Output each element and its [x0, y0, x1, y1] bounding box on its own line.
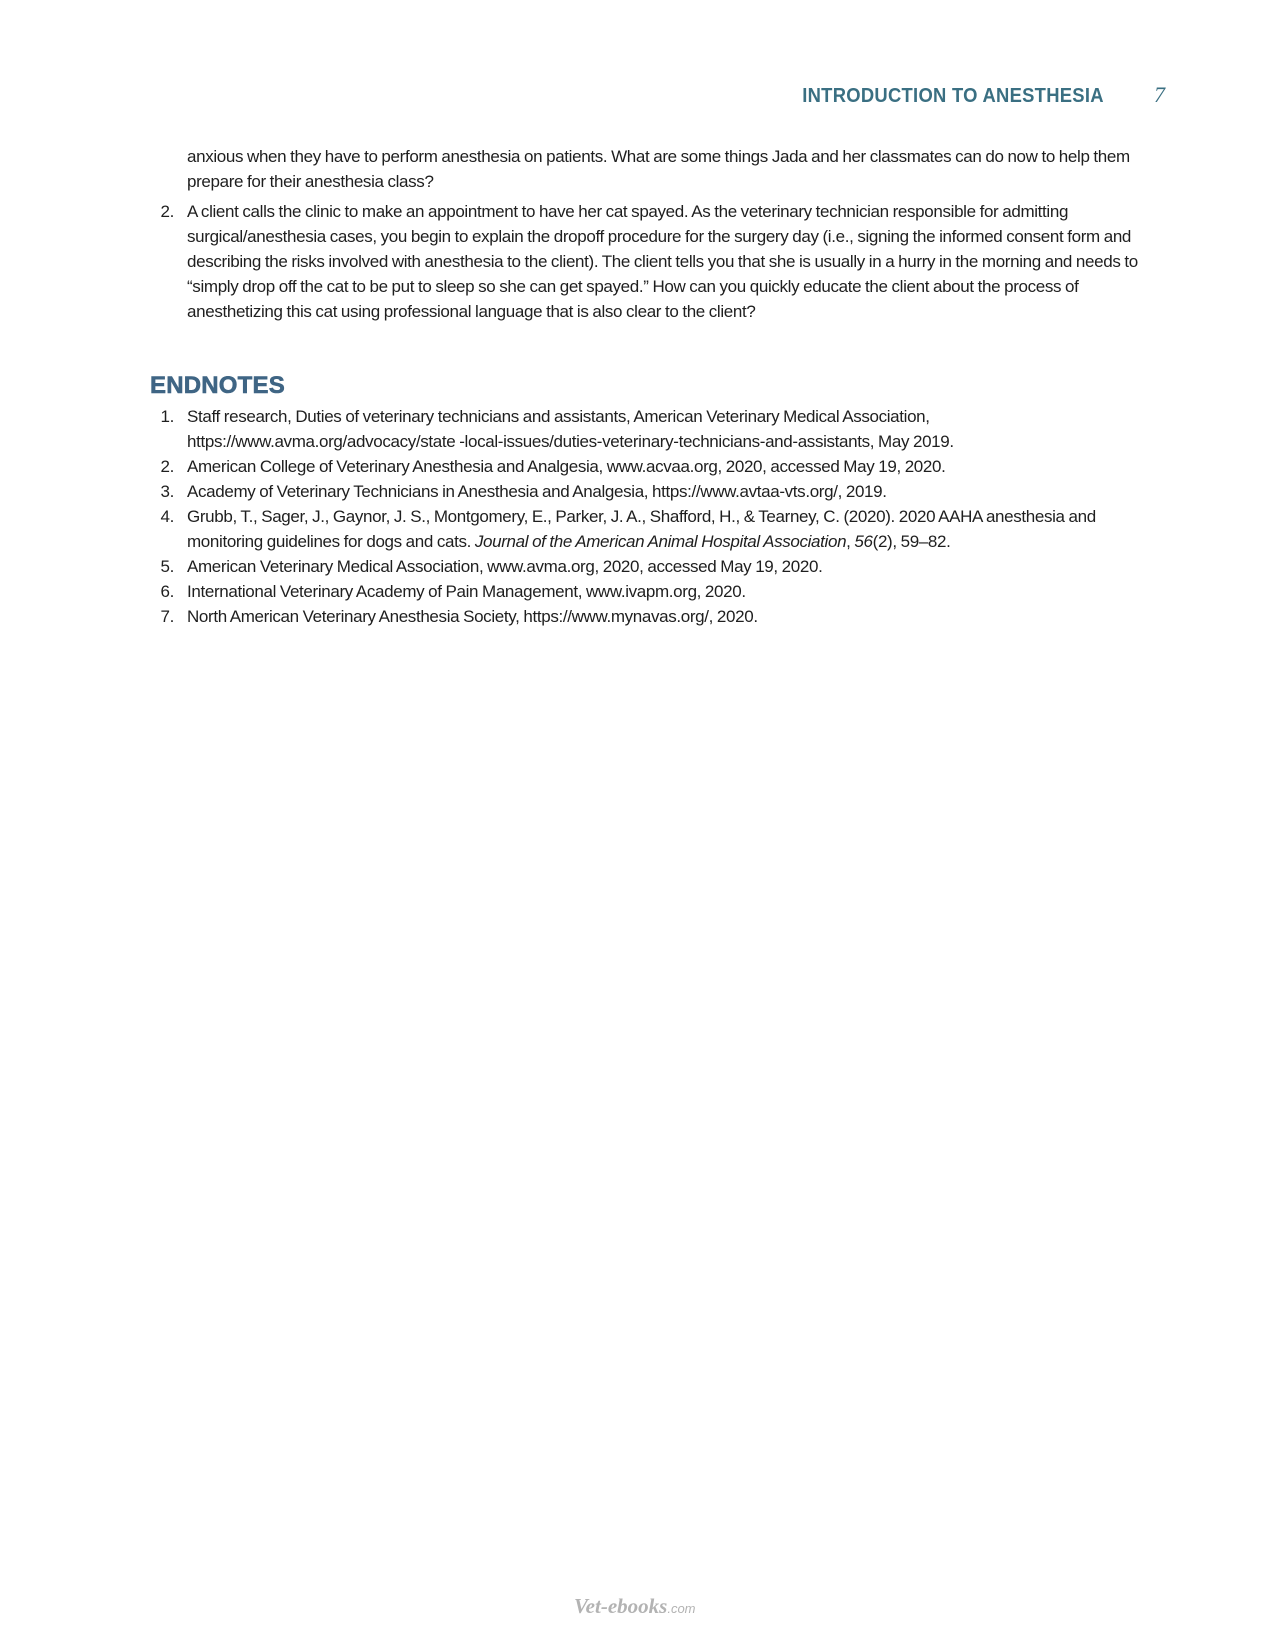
journal-title: Journal of the American Animal Hospital Association	[474, 532, 847, 551]
endnote-text: Academy of Veterinary Technicians in Anesthesia and Analgesia, https://www.avtaa-vts.org/, 2019.	[187, 482, 887, 501]
endnote-item	[150, 404, 1160, 454]
running-title: INTRODUCTION TO ANESTHESIA	[802, 85, 1104, 107]
page-number: 7	[1154, 82, 1165, 107]
endnote-text: Staff research, Duties of veterinary technicians and assistants, American Veterinary Medical Association, https://www.avma.org/advocacy/state -local-issues/duties-veterinary-technicians-and-assistants, May 2019.	[187, 407, 954, 451]
endnote-item	[150, 604, 1160, 629]
watermark-suffix-text: .com	[667, 1601, 696, 1616]
journal-volume: 56	[854, 532, 873, 551]
endnote-item	[150, 479, 1160, 504]
endnote-number: 5.	[160, 557, 174, 576]
question-text: A client calls the clinic to make an appointment to have her cat spayed. As the veterinary technician responsible for admitting surgical/anesthesia cases, you begin to explain the dropoff procedure for the surgery day (i.e., signing the informed consent form and describing the risks involved with anesthesia to the client). The client tells you that she is usually in a hurry in the morning and needs to “simply drop off the cat to be put to sleep so she can get spayed.” How can you quickly educate the client about the process of anesthetizing this cat using professional language that is also clear to the client?	[187, 202, 1138, 321]
citation-issue-pages: (2), 59–82.	[872, 532, 951, 551]
endnotes-list	[150, 404, 1160, 629]
endnote-number: 2.	[160, 457, 174, 476]
endnote-citation-text: Grubb, T., Sager, J., Gaynor, J. S., Montgomery, E., Parker, J. A., Shafford, H., & Tearney, C. (2020). 2020 AAHA anesthesia and monitoring guidelines for dogs and cats.	[187, 507, 1096, 551]
endnotes-heading: ENDNOTES	[150, 372, 285, 399]
question-item	[150, 199, 1160, 324]
running-head	[776, 82, 1165, 108]
watermark-main-text: Vet-ebooks	[574, 1594, 668, 1618]
endnote-text: International Veterinary Academy of Pain Management, www.ivapm.org, 2020.	[187, 582, 746, 601]
endnote-item	[150, 554, 1160, 579]
question-continued-text: anxious when they have to perform anesthesia on patients. What are some things Jada and her classmates can do now to help them prepare for their anesthesia class?	[187, 147, 1130, 191]
citation-separator: ,	[846, 532, 855, 551]
endnote-text: American College of Veterinary Anesthesia and Analgesia, www.acvaa.org, 2020, accessed May 19, 2020.	[187, 457, 946, 476]
endnote-number: 7.	[160, 607, 174, 626]
endnote-number: 3.	[160, 482, 174, 501]
page-content	[150, 144, 1160, 629]
endnote-item	[150, 454, 1160, 479]
watermark-logo	[574, 1594, 696, 1619]
endnote-item	[150, 504, 1160, 554]
endnote-number: 4.	[160, 507, 174, 526]
endnote-item	[150, 579, 1160, 604]
endnote-text: American Veterinary Medical Association, www.avma.org, 2020, accessed May 19, 2020.	[187, 557, 823, 576]
endnote-text	[187, 504, 1160, 554]
question-number: 2.	[160, 202, 174, 221]
endnote-text: North American Veterinary Anesthesia Society, https://www.mynavas.org/, 2020.	[187, 607, 758, 626]
endnote-number: 1.	[160, 407, 174, 426]
question-list	[150, 199, 1160, 324]
endnote-number: 6.	[160, 582, 174, 601]
